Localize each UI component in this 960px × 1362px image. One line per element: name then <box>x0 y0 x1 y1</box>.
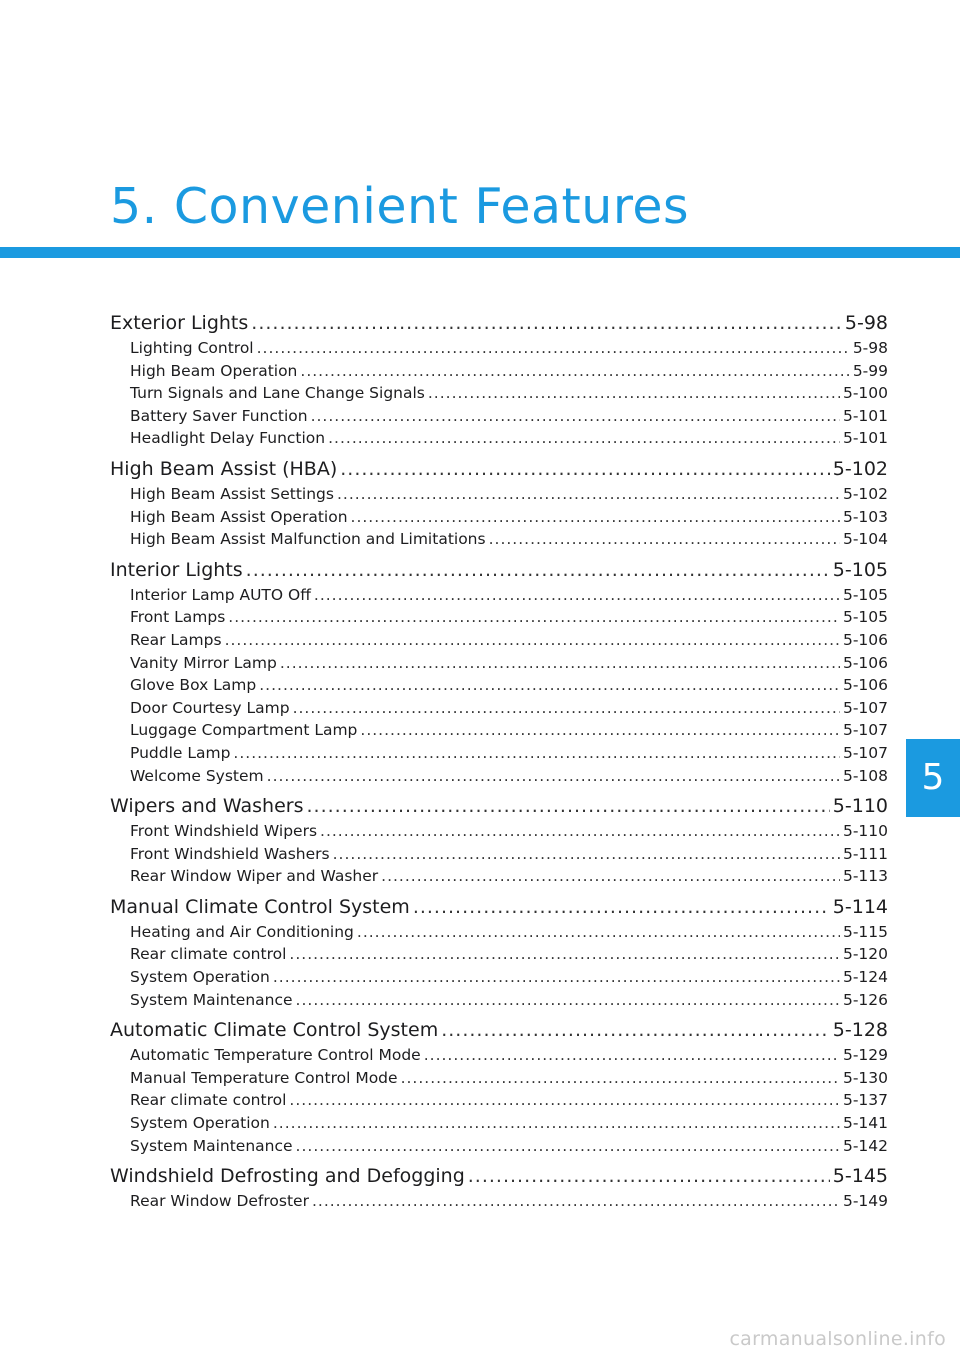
toc-main-entry[interactable] <box>110 455 888 483</box>
dot-leader <box>273 1112 840 1135</box>
toc-sub-entry-title: Glove Box Lamp <box>130 676 257 695</box>
toc-sub-entry-page: 5-99 <box>852 361 888 380</box>
dot-leader <box>413 893 830 921</box>
dot-leader <box>311 405 840 428</box>
toc-sub-entry-page: 5-101 <box>842 406 888 425</box>
watermark: carmanualsonline.info <box>729 1328 946 1350</box>
dot-leader <box>225 629 840 652</box>
dot-leader <box>233 742 840 765</box>
toc-main-entry[interactable] <box>110 893 888 921</box>
dot-leader <box>489 528 840 551</box>
toc-sub-entry[interactable] <box>110 337 888 360</box>
toc-section <box>110 455 888 551</box>
toc-sub-entry[interactable] <box>110 360 888 383</box>
toc-main-entry-title: Exterior Lights <box>110 312 249 334</box>
toc-sub-entry-title: Front Windshield Washers <box>130 844 330 863</box>
toc-sub-entry-page: 5-104 <box>842 530 888 549</box>
toc-main-entry-page: 5-105 <box>832 558 888 581</box>
toc-main-entry[interactable] <box>110 1016 888 1044</box>
toc-sub-entry-title: Manual Temperature Control Mode <box>130 1068 398 1087</box>
title-rule <box>0 247 960 258</box>
toc-sub-entry-page: 5-100 <box>842 384 888 403</box>
toc-main-entry-page: 5-114 <box>832 895 888 918</box>
toc-sub-entry[interactable] <box>110 528 888 551</box>
dot-leader <box>267 765 840 788</box>
toc-sub-entry-title: High Beam Assist Settings <box>130 484 334 503</box>
toc-main-entry-page: 5-98 <box>844 312 888 334</box>
toc-sub-entry-page: 5-141 <box>842 1114 888 1133</box>
dot-leader <box>337 483 840 506</box>
toc-section <box>110 309 888 450</box>
toc-sub-entry-title: Headlight Delay Function <box>130 429 326 448</box>
toc-sub-entry[interactable] <box>110 506 888 529</box>
toc-sub-entry-page: 5-120 <box>842 945 888 964</box>
toc-sub-entry-page: 5-106 <box>842 653 888 672</box>
toc-sub-entry-page: 5-149 <box>842 1192 888 1211</box>
toc-main-entry-page: 5-128 <box>832 1019 888 1042</box>
toc-sub-entry-title: High Beam Assist Operation <box>130 507 348 526</box>
toc-sub-entry[interactable] <box>110 427 888 450</box>
toc-sub-entry[interactable] <box>110 1190 888 1213</box>
toc-sub-entry-page: 5-130 <box>842 1068 888 1087</box>
toc-sub-entry-title: Interior Lamp AUTO Off <box>130 585 311 604</box>
toc-sub-entry-title: Heating and Air Conditioning <box>130 922 354 941</box>
toc-sub-entry[interactable] <box>110 405 888 428</box>
dot-leader <box>312 1190 840 1213</box>
toc-main-entry[interactable] <box>110 309 888 337</box>
dot-leader <box>259 674 840 697</box>
toc-section <box>110 1162 888 1213</box>
toc-sub-entry-page: 5-108 <box>842 766 888 785</box>
table-of-contents <box>110 309 888 1218</box>
toc-main-entry[interactable] <box>110 1162 888 1190</box>
dot-leader <box>246 556 830 584</box>
toc-sub-entry[interactable] <box>110 921 888 944</box>
dot-leader <box>293 697 840 720</box>
toc-sub-entry-page: 5-110 <box>842 822 888 841</box>
toc-section <box>110 792 888 888</box>
dot-leader <box>360 719 840 742</box>
dot-leader <box>424 1044 840 1067</box>
dot-leader <box>289 1089 840 1112</box>
toc-sub-entry-page: 5-106 <box>842 676 888 695</box>
toc-sub-entry-title: Vanity Mirror Lamp <box>130 653 277 672</box>
toc-sub-entry-title: Lighting Control <box>130 339 254 357</box>
toc-sub-entry[interactable] <box>110 843 888 866</box>
toc-main-entry-title: Wipers and Washers <box>110 795 304 818</box>
dot-leader <box>280 652 840 675</box>
toc-sub-entry[interactable] <box>110 1112 888 1135</box>
toc-sub-entry-page: 5-129 <box>842 1046 888 1065</box>
dot-leader <box>257 337 850 360</box>
dot-leader <box>296 989 840 1012</box>
toc-sub-entry-page: 5-101 <box>842 429 888 448</box>
toc-sub-entry-title: Rear climate control <box>130 945 287 964</box>
toc-sub-entry[interactable] <box>110 629 888 652</box>
toc-sub-entry-page: 5-106 <box>842 630 888 649</box>
toc-sub-entry[interactable] <box>110 606 888 629</box>
toc-sub-entry-title: High Beam Operation <box>130 361 298 380</box>
toc-sub-entry[interactable] <box>110 943 888 966</box>
toc-sub-entry-page: 5-107 <box>842 743 888 762</box>
dot-leader <box>441 1016 830 1044</box>
toc-sub-entry-page: 5-113 <box>842 867 888 886</box>
toc-sub-entry-page: 5-111 <box>842 844 888 863</box>
dot-leader <box>320 820 840 843</box>
toc-sub-entry[interactable] <box>110 1089 888 1112</box>
toc-sub-entry-title: System Maintenance <box>130 1136 293 1155</box>
toc-main-entry[interactable] <box>110 792 888 820</box>
toc-sub-entry-title: Automatic Temperature Control Mode <box>130 1046 421 1065</box>
toc-section <box>110 1016 888 1157</box>
toc-sub-entry-title: Rear Window Defroster <box>130 1192 309 1211</box>
toc-sub-entry-title: Rear climate control <box>130 1091 287 1110</box>
toc-sub-entry[interactable] <box>110 865 888 888</box>
dot-leader <box>340 455 830 483</box>
dot-leader <box>228 606 840 629</box>
toc-sub-entry[interactable] <box>110 989 888 1012</box>
toc-sub-entry-title: Door Courtesy Lamp <box>130 698 290 717</box>
toc-sub-entry-page: 5-98 <box>852 339 888 357</box>
toc-main-entry-title: Manual Climate Control System <box>110 895 410 918</box>
toc-main-entry-title: High Beam Assist (HBA) <box>110 457 338 480</box>
dot-leader <box>328 427 840 450</box>
toc-sub-entry-title: High Beam Assist Malfunction and Limitations <box>130 530 486 549</box>
toc-sub-entry[interactable] <box>110 483 888 506</box>
toc-sub-entry-title: System Operation <box>130 968 270 987</box>
toc-section <box>110 556 888 787</box>
toc-main-entry-page: 5-102 <box>832 457 888 480</box>
dot-leader <box>273 966 840 989</box>
toc-sub-entry-title: Welcome System <box>130 766 264 785</box>
toc-main-entry-title: Windshield Defrosting and Defogging <box>110 1165 465 1188</box>
toc-sub-entry-page: 5-124 <box>842 968 888 987</box>
toc-sub-entry[interactable] <box>110 697 888 720</box>
toc-main-entry[interactable] <box>110 556 888 584</box>
toc-sub-entry-title: Turn Signals and Lane Change Signals <box>130 384 425 403</box>
dot-leader <box>300 360 849 383</box>
toc-main-entry-page: 5-110 <box>832 795 888 818</box>
dot-leader <box>428 382 840 405</box>
toc-sub-entry-page: 5-103 <box>842 507 888 526</box>
toc-sub-entry-page: 5-142 <box>842 1136 888 1155</box>
toc-sub-entry-page: 5-105 <box>842 608 888 627</box>
toc-sub-entry-title: Rear Lamps <box>130 630 222 649</box>
dot-leader <box>351 506 840 529</box>
dot-leader <box>289 943 840 966</box>
toc-sub-entry[interactable] <box>110 1067 888 1090</box>
toc-sub-entry[interactable] <box>110 1135 888 1158</box>
toc-sub-entry[interactable] <box>110 674 888 697</box>
toc-main-entry-page: 5-145 <box>832 1165 888 1188</box>
chapter-tab[interactable]: 5 <box>906 739 960 817</box>
dot-leader <box>401 1067 840 1090</box>
toc-sub-entry-page: 5-107 <box>842 721 888 740</box>
toc-sub-entry[interactable] <box>110 742 888 765</box>
toc-sub-entry[interactable] <box>110 584 888 607</box>
toc-sub-entry-title: System Operation <box>130 1114 270 1133</box>
dot-leader <box>357 921 840 944</box>
dot-leader <box>468 1162 830 1190</box>
toc-sub-entry[interactable] <box>110 820 888 843</box>
toc-sub-entry-title: Front Windshield Wipers <box>130 822 318 841</box>
dot-leader <box>251 309 842 337</box>
dot-leader <box>307 792 830 820</box>
toc-sub-entry-page: 5-115 <box>842 922 888 941</box>
toc-sub-entry-page: 5-107 <box>842 698 888 717</box>
toc-sub-entry[interactable] <box>110 652 888 675</box>
toc-sub-entry[interactable] <box>110 966 888 989</box>
toc-sub-entry-page: 5-105 <box>842 585 888 604</box>
toc-sub-entry[interactable] <box>110 382 888 405</box>
toc-sub-entry-page: 5-126 <box>842 990 888 1009</box>
dot-leader <box>296 1135 840 1158</box>
toc-sub-entry-title: Rear Window Wiper and Washer <box>130 867 379 886</box>
toc-sub-entry[interactable] <box>110 765 888 788</box>
toc-main-entry-title: Automatic Climate Control System <box>110 1019 439 1042</box>
toc-section <box>110 893 888 1011</box>
toc-sub-entry-title: Luggage Compartment Lamp <box>130 721 358 740</box>
dot-leader <box>333 843 840 866</box>
chapter-title: 5. Convenient Features <box>110 178 690 235</box>
toc-sub-entry-title: Puddle Lamp <box>130 743 231 762</box>
toc-sub-entry[interactable] <box>110 719 888 742</box>
toc-sub-entry[interactable] <box>110 1044 888 1067</box>
toc-sub-entry-title: System Maintenance <box>130 990 293 1009</box>
toc-main-entry-title: Interior Lights <box>110 558 243 581</box>
toc-sub-entry-page: 5-102 <box>842 484 888 503</box>
toc-sub-entry-title: Front Lamps <box>130 608 226 627</box>
dot-leader <box>314 584 840 607</box>
toc-sub-entry-title: Battery Saver Function <box>130 406 308 425</box>
toc-sub-entry-page: 5-137 <box>842 1091 888 1110</box>
dot-leader <box>381 865 840 888</box>
